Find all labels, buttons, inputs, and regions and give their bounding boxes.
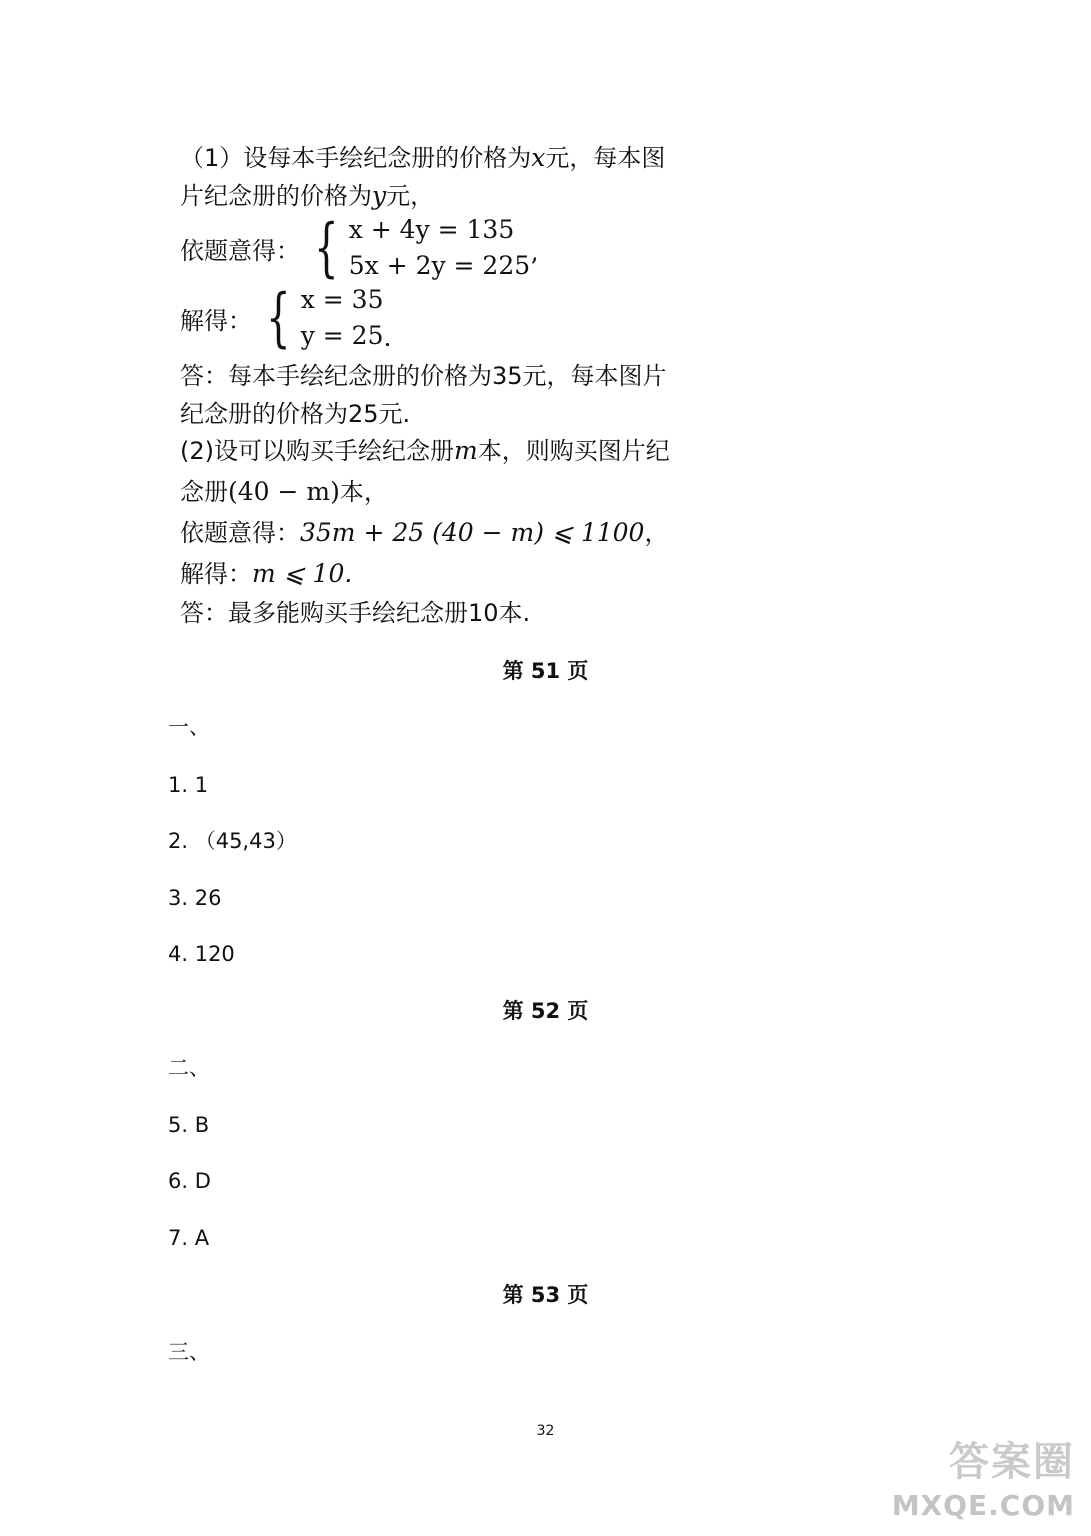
answer-item: 2. （45,43） xyxy=(168,829,297,853)
text: 本，则购买图片纪 xyxy=(477,437,670,465)
text: 元，每本图 xyxy=(545,144,666,172)
text: （1）设每本手绘纪念册的价格为 xyxy=(180,144,532,172)
brace-icon: { xyxy=(314,211,339,285)
punctuation: ， xyxy=(644,519,669,547)
math-result: m ⩽ 10. xyxy=(252,559,353,588)
math-var-m: m xyxy=(454,436,478,465)
watermark-url-text: MXQE.COM xyxy=(891,1489,1075,1522)
solution-part2-line1 xyxy=(180,435,670,467)
punctuation: . xyxy=(383,323,392,352)
answer-item: 3. 26 xyxy=(168,886,222,910)
text: 元， xyxy=(386,182,435,210)
watermark-art-text: 答案圈 xyxy=(949,1439,1075,1485)
text: (2)设可以购买手绘纪念册 xyxy=(180,437,454,465)
answer-item: 6. D xyxy=(168,1169,211,1193)
text: 解得： xyxy=(180,560,252,588)
answer-item: 5. B xyxy=(168,1113,210,1137)
part-label: 一、 xyxy=(168,715,210,739)
answer-item: 4. 120 xyxy=(168,942,235,966)
page-heading-53: 第 53 页 xyxy=(502,1283,589,1307)
brace-icon: { xyxy=(266,281,291,355)
text: 本， xyxy=(339,478,388,506)
inequality-line xyxy=(180,517,668,549)
part-label: 三、 xyxy=(168,1340,210,1364)
answer-item: 1. 1 xyxy=(168,773,209,797)
punctuation: ’ xyxy=(530,253,539,282)
math-inequality: 35m + 25 (40 − m) ⩽ 1100 xyxy=(300,518,645,547)
solution-part2-line2 xyxy=(180,476,388,508)
equation: 5x + 2y = 225 xyxy=(348,251,531,280)
math-expression: (40 − m) xyxy=(228,477,340,506)
solution-part1-line1 xyxy=(180,142,665,174)
math-var-x: x xyxy=(531,143,546,172)
system-label: 依题意得： xyxy=(180,236,300,265)
text: 念册 xyxy=(180,478,228,506)
text: 依题意得： xyxy=(180,519,300,547)
solve-line xyxy=(180,558,352,590)
answer-1-line2: 纪念册的价格为25元. xyxy=(180,400,411,428)
text: 片纪念册的价格为 xyxy=(180,182,372,210)
answer-item: 7. A xyxy=(168,1226,210,1250)
answer-2: 答：最多能购买手绘纪念册10本. xyxy=(180,599,531,627)
equation: x = 35 xyxy=(300,285,384,314)
watermark-logo xyxy=(891,1430,1075,1526)
equation: y = 25 xyxy=(300,321,384,350)
page-number: 32 xyxy=(536,1423,555,1439)
equation: x + 4y = 135 xyxy=(348,215,515,244)
equation-system-1 xyxy=(180,208,538,288)
equation-system-2 xyxy=(180,278,391,358)
page-heading-52: 第 52 页 xyxy=(502,999,589,1023)
page-heading-51: 第 51 页 xyxy=(502,659,589,683)
system-label: 解得： xyxy=(180,306,252,335)
math-var-y: y xyxy=(372,181,387,210)
part-label: 二、 xyxy=(168,1056,210,1080)
answer-1-line1: 答：每本手绘纪念册的价格为35元，每本图片 xyxy=(180,362,667,390)
